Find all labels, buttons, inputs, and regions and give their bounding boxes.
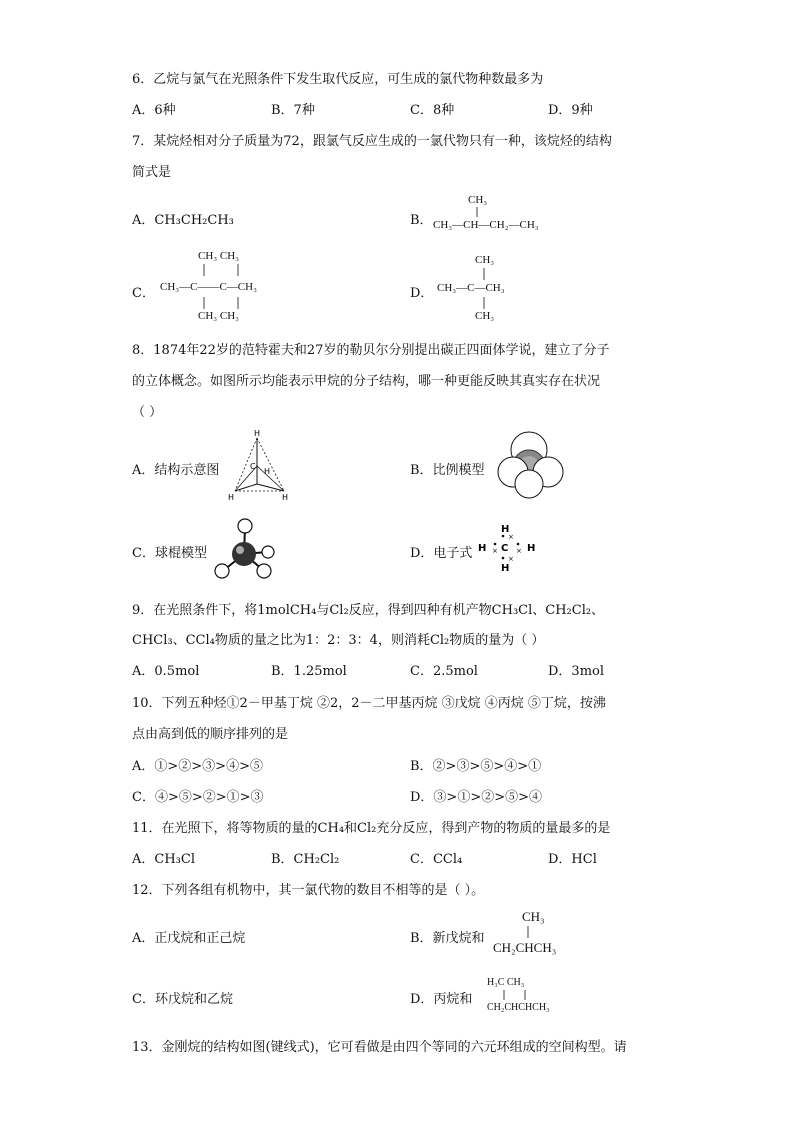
q13-stem: 13．金刚烷的结构如图(键线式)，它可看做是由四个等同的六元环组成的空间构型。请 [132, 1040, 627, 1055]
tetrahedron-structure-diagram [226, 428, 296, 508]
q12-d-top: H₃C CH₃ [487, 977, 525, 988]
space-filling-model-icon [496, 428, 576, 500]
q12-b-main: CH₂CHCH₃ [493, 940, 557, 955]
q7-stem-line1: 7．某烷烃相对分子质量为72，跟氯气反应生成的一氯代物只有一种，该烷烃的结构 [132, 134, 612, 149]
q7-option-d-label: D． [410, 286, 434, 301]
svg-text:×: × [492, 547, 498, 555]
q9-option-d: D．3mol [548, 664, 605, 679]
q6-option-b: B．7种 [271, 103, 315, 118]
q7-b-branch: CH₃ [468, 194, 488, 206]
q7-d-bond-bottom [483, 297, 485, 309]
q7-c-bonds-bottom [203, 297, 243, 309]
q12-d-main: CH₂CHCHCH₃ [487, 1002, 550, 1013]
q7-c-top: CH₃ CH₃ [198, 250, 239, 262]
tetra-h-right: H [282, 493, 289, 502]
q10-stem-line1: 10．下列五种烃①2－甲基丁烷 ②2，2－二甲基丙烷 ③戊烷 ④丙烷 ⑤丁烷，按沸 [132, 696, 606, 711]
tetra-h-center: H [264, 467, 271, 476]
ball-and-stick-model-icon [212, 516, 282, 586]
q7-option-b-label: B． [410, 213, 433, 228]
q8-stem-line1: 8．1874年22岁的范特霍夫和27岁的勒贝尔分别提出碳正四面体学说，建立了分子 [132, 343, 610, 358]
q11-option-c: C．CCl₄ [410, 852, 463, 867]
tetra-h-top: H [254, 429, 261, 438]
q6-option-a: A．6种 [132, 103, 176, 118]
tetra-h-left: H [228, 493, 235, 502]
q11-option-d: D．HCl [548, 852, 597, 867]
q10-option-b: B．②>③>⑤>④>① [410, 759, 542, 774]
dot-c: C [501, 543, 509, 554]
q7-c-bonds-top [203, 264, 243, 276]
q9-option-a: A．0.5mol [132, 664, 200, 679]
tetra-c: C [250, 462, 256, 471]
q8-option-a: A．结构示意图 [132, 463, 220, 478]
dot-h-left: H [478, 543, 487, 554]
q12-option-c: C．环戊烷和乙烷 [132, 992, 233, 1007]
q6-stem: 6．乙烷与氯气在光照条件下发生取代反应，可生成的氯代物种数最多为 [132, 72, 544, 87]
q7-d-top: CH₃ [475, 254, 495, 266]
q10-option-d: D．③>①>②>⑤>④ [410, 790, 542, 805]
q9-stem-line1: 9．在光照条件下，将1molCH₄与Cl₂反应，得到四种有机产物CH₃Cl、CH₂Cl₂、 [132, 603, 605, 618]
q8-option-d: D．电子式 [410, 546, 473, 561]
q12-option-a: A．正戊烷和正己烷 [132, 931, 246, 946]
svg-text:×: × [508, 533, 514, 541]
q12-stem: 12．下列各组有机物中，其一氯代物的数目不相等的是（ ）。 [132, 883, 485, 898]
q7-b-bond [476, 207, 478, 217]
q12-option-b-label: B．新戊烷和 [410, 931, 485, 946]
q12-b-branch: CH₃ [522, 909, 545, 924]
q10-option-c: C．④>⑤>②>①>③ [132, 790, 264, 805]
q8-option-b: B．比例模型 [410, 463, 485, 478]
q8-option-c: C．球棍模型 [132, 546, 207, 561]
q7-d-bond-top [483, 268, 485, 280]
svg-text:×: × [508, 555, 514, 563]
q9-option-b: B．1.25mol [271, 664, 347, 679]
q7-c-bottom: CH₃ CH₃ [198, 310, 239, 322]
q7-d-bottom: CH₃ [475, 310, 495, 322]
dot-h-bottom: H [501, 563, 510, 574]
q12-option-d-label: D．丙烷和 [410, 992, 473, 1007]
svg-text:×: × [516, 547, 522, 555]
q7-c-main: CH₃—C——C—CH₃ [160, 281, 257, 293]
q7-stem-line2: 简式是 [132, 165, 172, 180]
q8-stem-line3: （ ） [132, 405, 163, 420]
q11-option-b: B．CH₂Cl₂ [271, 852, 340, 867]
q12-b-bond [527, 926, 529, 938]
q11-option-a: A．CH₃Cl [132, 852, 195, 867]
q7-d-main: CH₃—C—CH₃ [437, 282, 505, 294]
q12-d-bonds [503, 990, 533, 1000]
q8-stem-line2: 的立体概念。如图所示均能表示甲烷的分子结构，哪一种更能反映其真实存在状况 [132, 374, 601, 389]
q6-option-c: C．8种 [410, 103, 455, 118]
q9-option-c: C．2.5mol [410, 664, 478, 679]
dot-h-right: H [527, 543, 536, 554]
q11-stem: 11．在光照下，将等物质的量的CH₄和Cl₂充分反应，得到产物的物质的量最多的是 [132, 821, 611, 836]
q7-option-c-label: C． [132, 286, 155, 301]
q10-option-a: A．①>②>③>④>⑤ [132, 759, 263, 774]
electron-dot-formula-icon [476, 520, 546, 580]
q6-option-d: D．9种 [548, 103, 593, 118]
q7-b-main: CH₃—CH—CH₂—CH₃ [433, 219, 539, 231]
q10-stem-line2: 点由高到低的顺序排列的是 [132, 727, 289, 742]
q7-option-a: A．CH₃CH₂CH₃ [132, 213, 234, 228]
dot-h-top: H [501, 524, 510, 535]
q9-stem-line2: CHCl₃、CCl₄物质的量之比为1：2：3：4，则消耗Cl₂物质的量为（ ） [132, 633, 545, 648]
